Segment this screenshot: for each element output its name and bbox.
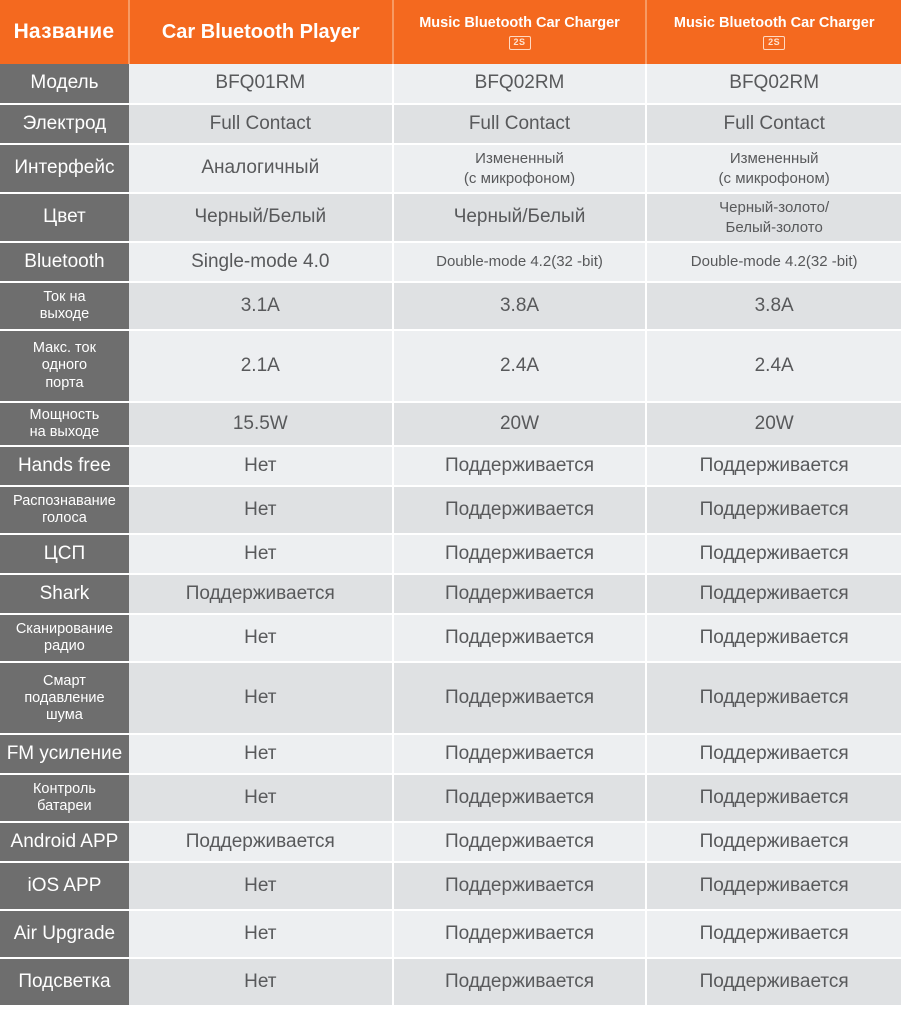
cell-product-2: 20W [393,402,647,446]
cell-product-2: Поддерживается [393,614,647,662]
cell-product-2: Черный/Белый [393,193,647,242]
table-row [0,330,901,402]
table-row [0,958,901,1006]
cell-product-1: Черный/Белый [129,193,393,242]
row-label: Распознавание голоса [0,486,129,534]
cell-product-3: 2.4A [646,330,901,402]
header-product-3 [646,0,901,64]
table-row [0,822,901,862]
cell-product-1: BFQ01RM [129,64,393,104]
cell-product-3: Поддерживается [646,534,901,574]
cell-product-3: BFQ02RM [646,64,901,104]
cell-product-2: Поддерживается [393,734,647,774]
cell-product-3: Поддерживается [646,486,901,534]
row-label: iOS APP [0,862,129,910]
cell-product-2: Поддерживается [393,910,647,958]
table-row [0,446,901,486]
table-body [0,64,901,1006]
cell-product-2: Поддерживается [393,822,647,862]
cell-product-1: Нет [129,486,393,534]
cell-product-3: Double-mode 4.2(32 -bit) [646,242,901,282]
row-label: Android APP [0,822,129,862]
cell-product-2: Поддерживается [393,534,647,574]
cell-product-2: 2.4A [393,330,647,402]
cell-product-3: Черный-золото/ Белый-золото [646,193,901,242]
header-product-3-badge: 2S [763,36,785,50]
row-label: Shark [0,574,129,614]
row-label: Контроль батареи [0,774,129,822]
cell-product-2: Поддерживается [393,958,647,1006]
cell-product-2: Поддерживается [393,662,647,734]
table-row [0,193,901,242]
cell-product-2: Измененный (с микрофоном) [393,144,647,193]
row-label: Интерфейс [0,144,129,193]
cell-product-1: Нет [129,534,393,574]
cell-product-3: Поддерживается [646,662,901,734]
cell-product-1: Нет [129,862,393,910]
cell-product-1: Поддерживается [129,822,393,862]
cell-product-1: Full Contact [129,104,393,144]
cell-product-3: Поддерживается [646,774,901,822]
header-row [0,0,901,64]
cell-product-3: Поддерживается [646,446,901,486]
row-label: Смарт подавление шума [0,662,129,734]
cell-product-1: 3.1A [129,282,393,330]
table-row [0,862,901,910]
table-row [0,662,901,734]
row-label: Электрод [0,104,129,144]
table-row [0,614,901,662]
row-label: FM усиление [0,734,129,774]
table-row [0,486,901,534]
cell-product-1: 2.1A [129,330,393,402]
cell-product-2: Double-mode 4.2(32 -bit) [393,242,647,282]
cell-product-3: Поддерживается [646,614,901,662]
table-row [0,734,901,774]
table-header [0,0,901,64]
row-label: Сканирование радио [0,614,129,662]
cell-product-3: Поддерживается [646,574,901,614]
cell-product-1: Аналогичный [129,144,393,193]
cell-product-1: Single-mode 4.0 [129,242,393,282]
header-product-1 [129,0,393,64]
cell-product-3: 3.8A [646,282,901,330]
table-row [0,242,901,282]
table-row [0,402,901,446]
row-label: Мощность на выходе [0,402,129,446]
header-product-2 [393,0,647,64]
cell-product-3: Поддерживается [646,910,901,958]
cell-product-3: Измененный (с микрофоном) [646,144,901,193]
table-row [0,910,901,958]
cell-product-1: Нет [129,446,393,486]
cell-product-3: Поддерживается [646,862,901,910]
row-label: ЦСП [0,534,129,574]
row-label: Модель [0,64,129,104]
table-row [0,534,901,574]
table-row [0,574,901,614]
cell-product-1: Нет [129,614,393,662]
table-row [0,104,901,144]
header-name-cell: Название [0,0,129,64]
row-label: Air Upgrade [0,910,129,958]
cell-product-1: 15.5W [129,402,393,446]
table-row [0,282,901,330]
cell-product-1: Нет [129,910,393,958]
cell-product-2: Поддерживается [393,774,647,822]
table-row [0,144,901,193]
cell-product-3: Поддерживается [646,958,901,1006]
cell-product-1: Нет [129,662,393,734]
cell-product-2: Поддерживается [393,446,647,486]
cell-product-2: Поддерживается [393,862,647,910]
cell-product-3: 20W [646,402,901,446]
header-product-3-title: Music Bluetooth Car Charger [673,14,875,31]
table-row [0,64,901,104]
table-row [0,774,901,822]
cell-product-2: Поддерживается [393,486,647,534]
cell-product-2: BFQ02RM [393,64,647,104]
row-label: Макс. ток одного порта [0,330,129,402]
row-label: Цвет [0,193,129,242]
cell-product-2: Full Contact [393,104,647,144]
cell-product-2: Поддерживается [393,574,647,614]
cell-product-1: Нет [129,958,393,1006]
cell-product-1: Нет [129,774,393,822]
header-product-1-title: Car Bluetooth Player [161,20,360,43]
cell-product-2: 3.8A [393,282,647,330]
header-product-2-badge: 2S [509,36,531,50]
cell-product-1: Нет [129,734,393,774]
header-product-2-title: Music Bluetooth Car Charger [419,14,620,31]
row-label: Bluetooth [0,242,129,282]
cell-product-3: Поддерживается [646,734,901,774]
cell-product-3: Full Contact [646,104,901,144]
row-label: Ток на выходе [0,282,129,330]
cell-product-3: Поддерживается [646,822,901,862]
cell-product-1: Поддерживается [129,574,393,614]
row-label: Подсветка [0,958,129,1006]
row-label: Hands free [0,446,129,486]
